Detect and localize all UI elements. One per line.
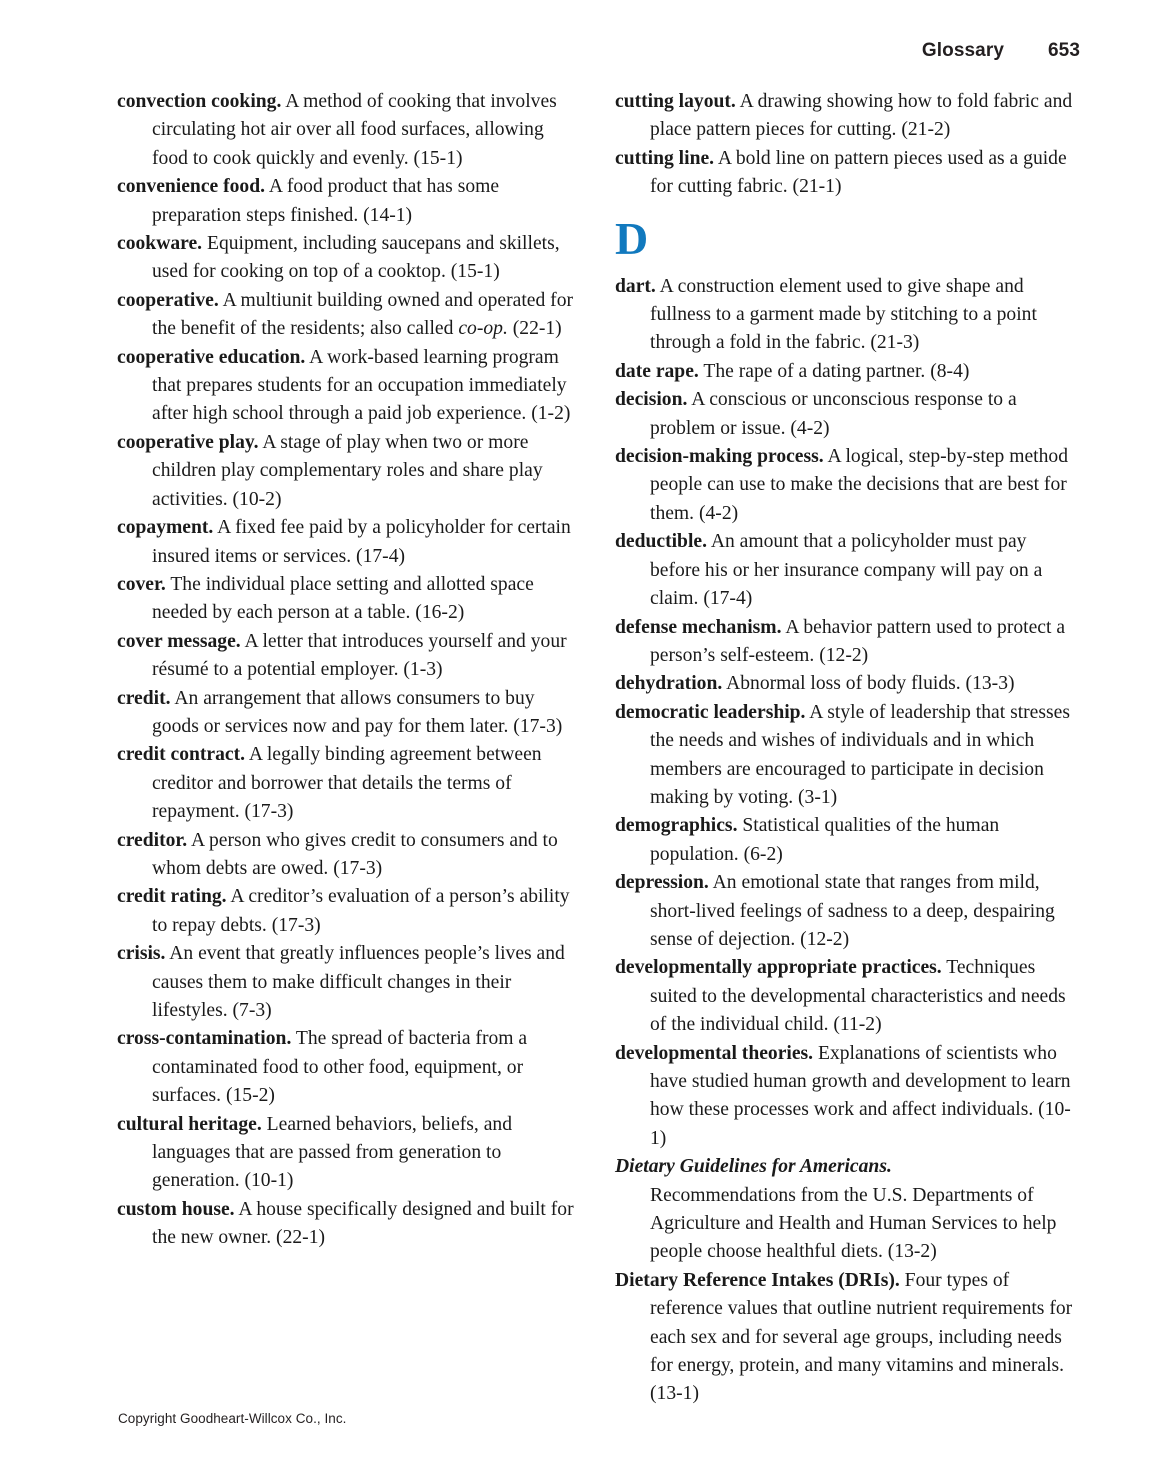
glossary-column-right: [615, 88, 1079, 1405]
glossary-definition: Abnormal loss of body fluids. (13-3): [726, 673, 1015, 695]
glossary-entry: [615, 812, 1079, 869]
glossary-entry: [615, 1040, 1079, 1154]
glossary-definition: A construction element used to give shape and fullness to a garment made by stitching to a point through a fold in the fabric. (21-3): [650, 275, 1037, 354]
glossary-definition: Statistical qualities of the human population. (6-2): [650, 815, 1000, 865]
glossary-term: Dietary Guidelines for Americans.: [615, 1156, 892, 1178]
glossary-entry: [615, 443, 1079, 528]
glossary-definition: Explanations of scientists who have studied human growth and development to learn how these processes work and affect individuals. (10-1): [650, 1042, 1071, 1149]
glossary-entry: [117, 741, 581, 826]
glossary-definition: A conscious or unconscious response to a problem or issue. (4-2): [650, 389, 1017, 439]
glossary-entry: [615, 670, 1079, 698]
glossary-term: cutting layout.: [615, 91, 736, 112]
glossary-definition: A logical, step-by-step method people can use to make the decisions that are best for them. (4-2): [650, 446, 1069, 524]
glossary-columns: [117, 88, 1079, 1405]
glossary-entry: [117, 940, 581, 1025]
glossary-term: custom house.: [117, 1198, 235, 1220]
glossary-definition: A person who gives credit to consumers and to whom debts are owed. (17-3): [152, 829, 558, 879]
glossary-term: dart.: [615, 275, 656, 297]
glossary-definition: Recommendations from the U.S. Departments of Agriculture and Health and Human Services to help people choose healthful diets. (13-2): [650, 1184, 1057, 1263]
glossary-definition: Learned behaviors, beliefs, and languages that are passed from generation to generation. (10-1): [152, 1113, 513, 1192]
glossary-entry: [117, 230, 581, 287]
glossary-term: cooperative play.: [117, 431, 259, 453]
glossary-definition: A house specifically designed and built for the new owner. (22-1): [152, 1198, 574, 1249]
glossary-column-left: [117, 88, 581, 1358]
glossary-definition: An event that greatly influences people’s lives and causes them to make difficult changes in their lifestyles. (7-3): [152, 943, 565, 1021]
glossary-definition: Four types of reference values that outline nutrient requirements for each sex and for several age groups, including needs for energy, protein, and many vitamins and minerals. (13-1): [650, 1269, 1073, 1405]
page-number: 653: [1047, 40, 1080, 61]
glossary-entry: [117, 827, 581, 884]
section-title: Glossary: [921, 40, 1004, 61]
glossary-definition: A food product that has some preparation steps finished. (14-1): [152, 176, 500, 226]
glossary-definition-italic-phrase: co-op.: [458, 318, 508, 340]
glossary-entry: [117, 1111, 581, 1196]
glossary-entry: [615, 869, 1079, 954]
glossary-entry: [117, 173, 581, 230]
glossary-term: democratic leadership.: [615, 701, 806, 723]
glossary-term: cutting line.: [615, 147, 715, 169]
glossary-entry: [615, 273, 1079, 358]
glossary-definition: A behavior pattern used to protect a person’s self-esteem. (12-2): [650, 616, 1066, 666]
glossary-term: creditor.: [117, 829, 188, 851]
glossary-term: dehydration.: [615, 673, 723, 695]
glossary-entry: [117, 514, 581, 571]
glossary-term: cover.: [117, 573, 166, 595]
glossary-term: credit rating.: [117, 886, 227, 908]
glossary-definition: Techniques suited to the developmental characteristics and needs of the individual child. (11-2): [650, 957, 1066, 1036]
glossary-term: cross-contamination.: [117, 1028, 292, 1050]
glossary-term: date rape.: [615, 360, 699, 382]
glossary-entry: [615, 358, 1079, 386]
glossary-entry: [615, 88, 1079, 145]
glossary-term: developmental theories.: [615, 1042, 814, 1064]
glossary-definition: An emotional state that ranges from mild, short-lived feelings of sadness to a deep, despairing sense of dejection. (12-2): [650, 872, 1055, 950]
glossary-term: decision.: [615, 389, 688, 411]
glossary-definition: An amount that a policyholder must pay before his or her insurance company will pay on a claim. (17-4): [650, 531, 1043, 610]
glossary-entry: [117, 1025, 581, 1110]
glossary-entry: [615, 699, 1079, 813]
glossary-definition: An arrangement that allows consumers to buy goods or services now and pay for them later. (17-3): [152, 687, 563, 737]
glossary-term: cooperative.: [117, 289, 219, 311]
glossary-term: deductible.: [615, 531, 707, 553]
glossary-definition: A legally binding agreement between creditor and borrower that details the terms of repayment. (17-3): [152, 744, 542, 823]
glossary-term: cookware.: [117, 233, 203, 255]
glossary-term: defense mechanism.: [615, 616, 782, 638]
glossary-definition: A drawing showing how to fold fabric and place pattern pieces for cutting. (21-2): [650, 91, 1073, 141]
glossary-definition: A fixed fee paid by a policyholder for certain insured items or services. (17-4): [152, 517, 571, 567]
glossary-definition-part: (22-1): [507, 318, 562, 340]
glossary-entry: [117, 287, 581, 344]
glossary-definition: The individual place setting and allotted space needed by each person at a table. (16-2): [152, 573, 534, 624]
glossary-entry: [117, 571, 581, 628]
glossary-term: decision-making process.: [615, 446, 824, 468]
glossary-entry: [615, 386, 1079, 443]
glossary-definition: A method of cooking that involves circulating hot air over all food surfaces, allowing food to cook quickly and evenly. (15-1): [152, 91, 557, 169]
glossary-entry: [615, 528, 1079, 613]
glossary-definition: A bold line on pattern pieces used as a guide for cutting fabric. (21-1): [650, 147, 1067, 198]
glossary-definition: A work-based learning program that prepares students for an occupation immediately after high school through a paid job experience. (1-2): [152, 346, 571, 425]
glossary-entry: [615, 954, 1079, 1039]
glossary-term: crisis.: [117, 943, 166, 965]
glossary-term: cultural heritage.: [117, 1113, 262, 1135]
glossary-term: convection cooking.: [117, 91, 282, 112]
letter-section-heading-d: D: [615, 212, 649, 264]
glossary-entry: [117, 344, 581, 429]
glossary-entry: [117, 883, 581, 940]
glossary-entry: [615, 614, 1079, 671]
glossary-definition: A style of leadership that stresses the needs and wishes of individuals and in which members are encouraged to participate in decision making by voting. (3-1): [650, 701, 1070, 808]
glossary-entry: [117, 88, 581, 173]
glossary-term: copayment.: [117, 517, 214, 539]
glossary-definition: A stage of play when two or more children play complementary roles and share play activities. (10-2): [152, 431, 543, 510]
glossary-entry: [117, 685, 581, 742]
glossary-definition: The spread of bacteria from a contaminated food to other food, equipment, or surfaces. (15-2): [152, 1028, 528, 1107]
glossary-definition: Equipment, including saucepans and skillets, used for cooking on top of a cooktop. (15-1): [152, 233, 560, 283]
glossary-term: credit.: [117, 687, 171, 709]
glossary-entry: [615, 145, 1079, 202]
glossary-term: credit contract.: [117, 744, 246, 766]
glossary-definition: The rape of a dating partner. (8-4): [703, 360, 970, 382]
glossary-entry: [615, 1267, 1079, 1409]
glossary-definition: A letter that introduces yourself and your résumé to a potential employer. (1-3): [152, 630, 567, 681]
glossary-term: convenience food.: [117, 176, 266, 198]
glossary-entry: [117, 628, 581, 685]
glossary-entry: [117, 429, 581, 514]
glossary-entry: [117, 1196, 581, 1253]
running-head: [922, 40, 1080, 62]
glossary-entry: [615, 1153, 1079, 1267]
glossary-term: developmentally appropriate practices.: [615, 957, 942, 979]
glossary-term: cover message.: [117, 630, 241, 652]
glossary-definition: A creditor’s evaluation of a person’s ability to repay debts. (17-3): [152, 886, 570, 936]
glossary-term: demographics.: [615, 815, 738, 837]
glossary-term: cooperative education.: [117, 346, 306, 368]
glossary-definition-part: A multiunit building owned and operated for the benefit of the residents; also called: [152, 289, 574, 340]
glossary-term: depression.: [615, 872, 709, 894]
glossary-term: Dietary Reference Intakes (DRIs).: [615, 1269, 900, 1291]
copyright-footer: Copyright Goodheart-Willcox Co., Inc.: [118, 1411, 347, 1426]
